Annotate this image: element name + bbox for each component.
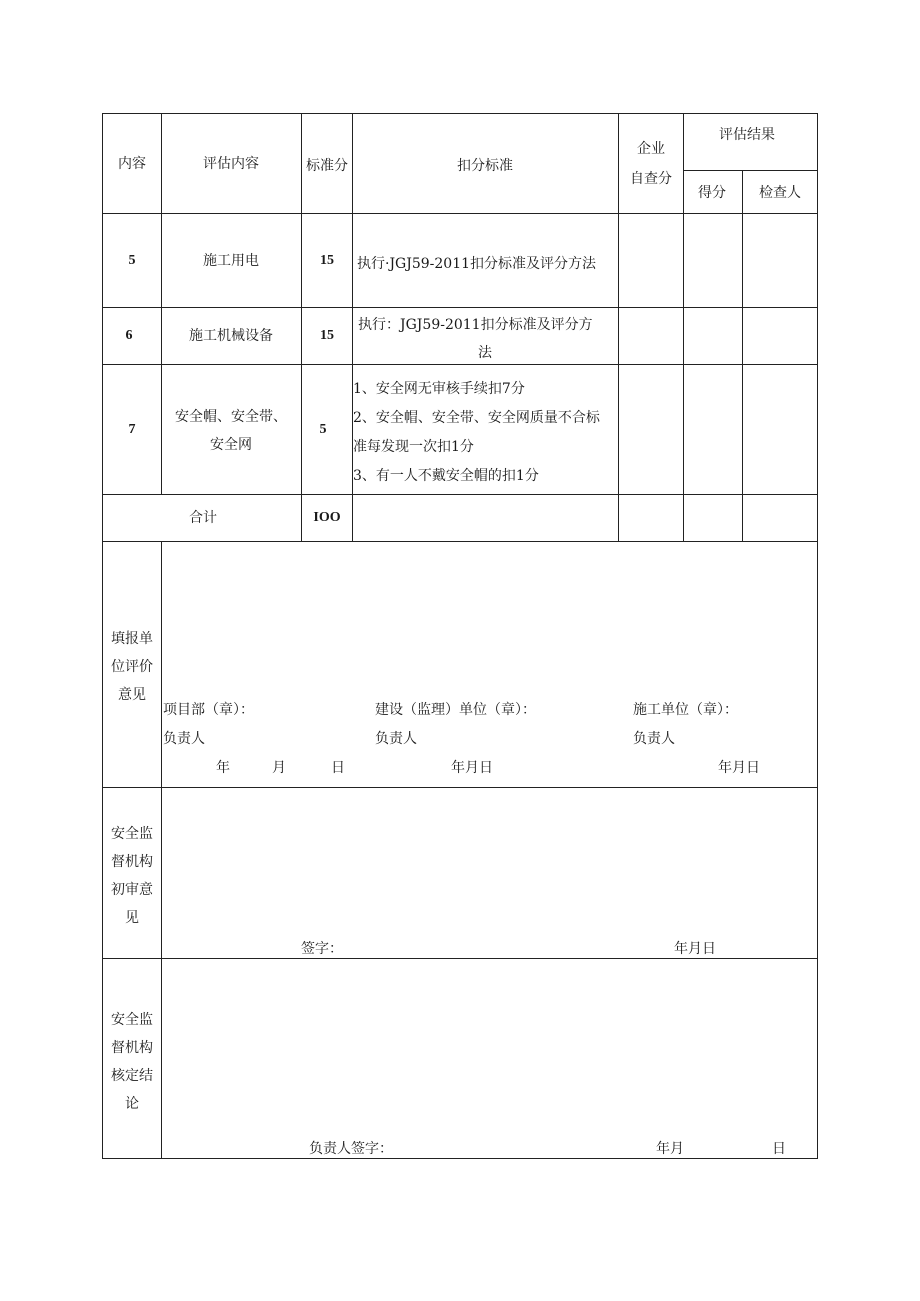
grid-line — [102, 958, 818, 959]
row-rule: 3、有一人不戴安全帽的扣1分 — [353, 468, 539, 484]
row-rule: 法 — [478, 345, 492, 361]
section-label: 安全监 — [111, 1012, 153, 1028]
final-date-year-month: 年月 — [656, 1141, 684, 1157]
grid-line — [102, 307, 818, 308]
section-label: 意见 — [118, 687, 146, 703]
header-checker: 检查人 — [759, 185, 801, 201]
row-rule: 准每发现一次扣1分 — [353, 439, 474, 455]
row-score: 15 — [320, 253, 334, 268]
grid-line — [102, 1158, 818, 1159]
grid-line — [102, 494, 818, 495]
review-date: 年月日 — [674, 941, 716, 957]
header-result: 评估结果 — [719, 127, 775, 143]
row-score: 15 — [320, 328, 334, 343]
date-month: 月 — [272, 760, 286, 776]
row-number: 7 — [128, 422, 136, 437]
section-label: 安全监 — [111, 826, 153, 842]
construction-unit-stamp: 建设（监理）单位（章）： — [375, 702, 536, 718]
builder-unit-date: 年月日 — [718, 760, 760, 776]
row-rule: 执行·JGJ59-2011扣分标准及评分方法 — [357, 256, 597, 272]
row-rule: 执行：JGJ59-2011扣分标准及评分方 — [358, 317, 593, 333]
grid-line — [102, 364, 818, 365]
section-label: 位评价 — [111, 659, 153, 675]
grid-line — [683, 113, 684, 541]
row-content: 施工机械设备 — [189, 328, 273, 344]
section-label: 填报单 — [111, 631, 153, 647]
grid-line — [618, 113, 619, 541]
date-year: 年 — [216, 760, 230, 776]
grid-line — [102, 787, 818, 788]
project-dept-person: 负责人 — [163, 731, 205, 747]
total-label: 合计 — [189, 510, 217, 526]
header-got-score: 得分 — [698, 185, 726, 201]
grid-line — [742, 170, 743, 541]
row-score: 5 — [319, 422, 327, 437]
construction-unit-date: 年月日 — [451, 760, 493, 776]
section-label: 初审意 — [111, 882, 153, 898]
grid-line — [301, 113, 302, 541]
row-number: 6 — [125, 328, 133, 343]
row-content: 安全帽、安全带、 — [175, 409, 287, 425]
project-dept-stamp: 项目部（章）： — [163, 702, 254, 718]
grid-line — [102, 213, 818, 214]
grid-line — [161, 541, 162, 1159]
section-label: 督机构 — [111, 1040, 153, 1056]
header-score: 标准分 — [306, 158, 348, 174]
construction-unit-person: 负责人 — [375, 731, 417, 747]
builder-unit-person: 负责人 — [633, 731, 675, 747]
grid-line — [102, 541, 818, 542]
section-label: 论 — [125, 1096, 139, 1112]
row-content: 安全网 — [210, 437, 252, 453]
final-date-day: 日 — [772, 1141, 786, 1157]
section-label: 见 — [125, 910, 139, 926]
total-score: IOO — [313, 510, 341, 525]
grid-line — [102, 113, 103, 1159]
row-rule: 1、安全网无审核手续扣7分 — [353, 381, 525, 397]
section-label: 督机构 — [111, 854, 153, 870]
builder-unit-stamp: 施工单位（章）： — [633, 702, 738, 718]
grid-line — [683, 170, 818, 171]
header-rule: 扣分标准 — [457, 158, 513, 174]
grid-line — [817, 113, 818, 1159]
header-item: 内容 — [118, 156, 146, 172]
responsible-signature-label: 负责人签字： — [309, 1141, 393, 1157]
header-content: 评估内容 — [203, 156, 259, 172]
section-label: 核定结 — [111, 1068, 153, 1084]
row-rule: 2、安全帽、安全带、安全网质量不合标 — [353, 410, 600, 426]
grid-line — [161, 113, 162, 494]
signature-label: 签字： — [301, 941, 343, 957]
row-content: 施工用电 — [203, 253, 259, 269]
date-day: 日 — [331, 760, 345, 776]
grid-line — [102, 113, 818, 114]
row-number: 5 — [128, 253, 136, 268]
header-self-check: 企业 — [637, 141, 665, 157]
header-self-check: 自查分 — [630, 171, 672, 187]
